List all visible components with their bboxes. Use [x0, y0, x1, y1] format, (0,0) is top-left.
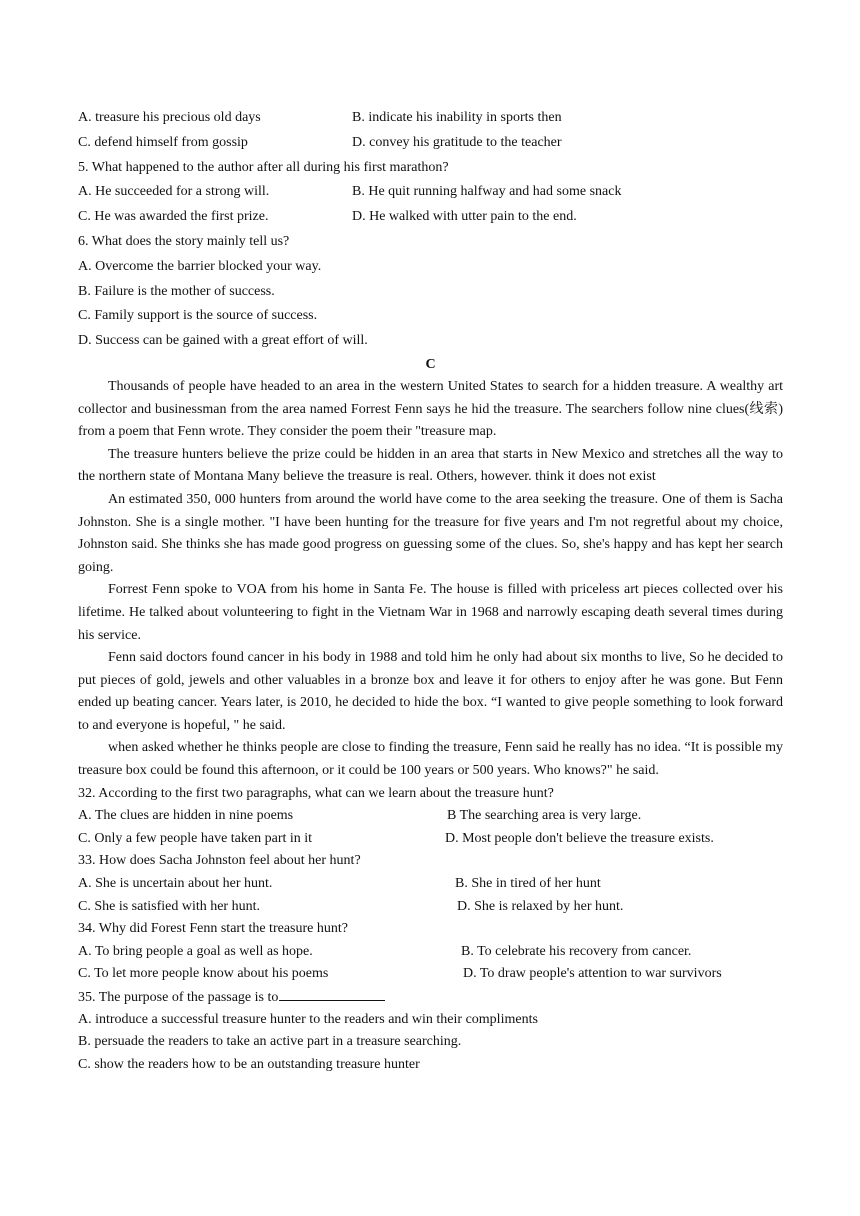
- q4-option-c: C. defend himself from gossip: [78, 134, 248, 150]
- passage-paragraph: Thousands of people have headed to an area in the western United States to search for a hidden treasure. A wealthy art collector and businessman from the area named Forrest Fenn says he hid the treasure. The searchers follow nine clues(线索) from a poem that Fenn wrote. They consider the poem their "treasure map.: [78, 378, 783, 440]
- q35-option-c: C. show the readers how to be an outstanding treasure hunter: [78, 1056, 420, 1072]
- q4-option-d: D. convey his gratitude to the teacher: [352, 134, 562, 150]
- q6-option-b: B. Failure is the mother of success.: [78, 283, 275, 299]
- q34-option-b: B. To celebrate his recovery from cancer.: [461, 943, 692, 959]
- q6-option-d: D. Success can be gained with a great effort of will.: [78, 333, 368, 349]
- q33-option-c: C. She is satisfied with her hunt.: [78, 898, 260, 914]
- q35-option-b: B. persuade the readers to take an active part in a treasure searching.: [78, 1034, 462, 1050]
- q5-options-row-1: [78, 180, 783, 205]
- q6-option-c: C. Family support is the source of success.: [78, 308, 318, 324]
- q5-option-d: D. He walked with utter pain to the end.: [352, 209, 577, 225]
- q33-options-row-1: [78, 873, 783, 896]
- q5-stem: 5. What happened to the author after all during his first marathon?: [78, 159, 449, 175]
- q33-options-row-2: [78, 896, 783, 919]
- q33-option-b: B. She in tired of her hunt: [455, 876, 601, 892]
- passage-paragraph: An estimated 350, 000 hunters from around the world have come to the area seeking the treasure. One of them is Sacha Johnston. She is a single mother. "I have been hunting for the treasure for five years and I'm not regretful about my choice, Johnston said. She thinks she has made good progress on guessing some of the clues. So, she's happy and has kept her search going.: [78, 491, 783, 575]
- answer-blank: [279, 986, 385, 1001]
- q34-options-row-2: [78, 963, 783, 986]
- q34-option-c: C. To let more people know about his poems: [78, 966, 329, 982]
- q32-options-row-2: [78, 828, 783, 851]
- q32-option-d: D. Most people don't believe the treasure exists.: [445, 830, 714, 846]
- q6-stem: 6. What does the story mainly tell us?: [78, 233, 290, 249]
- q34-stem: 34. Why did Forest Fenn start the treasure hunt?: [78, 921, 348, 937]
- q4-option-b: B. indicate his inability in sports then: [352, 110, 562, 125]
- q35-stem-line: [78, 986, 783, 1009]
- q32-stem: 32. According to the first two paragraphs, what can we learn about the treasure hunt?: [78, 785, 554, 801]
- q34-options-row-1: [78, 941, 783, 964]
- passage-paragraph: Fenn said doctors found cancer in his body in 1988 and told him he only had about six months to live, So he decided to put pieces of gold, jewels and other valuables in a bronze box and leave it for others to enjoy after he was gone. But Fenn ended up beating cancer. Years later, is 2010, he decided to hide the box. “I wanted to give people something to look forward to and everyone is hopeful, " he said.: [78, 650, 783, 733]
- q32-option-c: C. Only a few people have taken part in it: [78, 830, 313, 846]
- q5-options-row-2: [78, 205, 783, 230]
- q35-stem: 35. The purpose of the passage is to: [78, 990, 279, 1005]
- q32-option-a: A. The clues are hidden in nine poems: [78, 808, 294, 824]
- q5-option-b: B. He quit running halfway and had some snack: [352, 184, 622, 200]
- q35-option-a: A. introduce a successful treasure hunter to the readers and win their compliments: [78, 1011, 538, 1027]
- q5-option-c: C. He was awarded the first prize.: [78, 209, 269, 225]
- section-heading: C: [425, 356, 436, 372]
- q34-option-a: A. To bring people a goal as well as hope.: [78, 943, 313, 959]
- q34-option-d: D. To draw people's attention to war survivors: [463, 966, 722, 982]
- q6-option-a: A. Overcome the barrier blocked your way.: [78, 258, 322, 274]
- q5-option-a: A. He succeeded for a strong will.: [78, 184, 270, 200]
- q4-options-row-1: [78, 106, 783, 131]
- q33-stem: 33. How does Sacha Johnston feel about her hunt?: [78, 853, 361, 869]
- q32-options-row-1: [78, 805, 783, 828]
- passage-paragraph: Forrest Fenn spoke to VOA from his home in Santa Fe. The house is filled with priceless art pieces collected over his lifetime. He talked about volunteering to fight in the Vietnam War in 1968 and narrowly escaping death several times during his service.: [78, 582, 783, 643]
- q32-option-b: B The searching area is very large.: [447, 808, 642, 824]
- q33-option-a: A. She is uncertain about her hunt.: [78, 876, 273, 892]
- q33-option-d: D. She is relaxed by her hunt.: [457, 898, 624, 914]
- passage-paragraph: when asked whether he thinks people are close to finding the treasure, Fenn said he really has no idea. “It is possible my treasure box could be found this afternoon, or it could be 100 years or 500 years. Who knows?" he said.: [78, 740, 783, 779]
- document-page: [78, 106, 783, 1076]
- passage-paragraph: The treasure hunters believe the prize could be hidden in an area that starts in New Mexico and stretches all the way to the northern state of Montana Many believe the treasure is real. Others, however. think it does not exist: [78, 446, 783, 485]
- q4-option-a: A. treasure his precious old days: [78, 110, 261, 125]
- q4-options-row-2: [78, 131, 783, 156]
